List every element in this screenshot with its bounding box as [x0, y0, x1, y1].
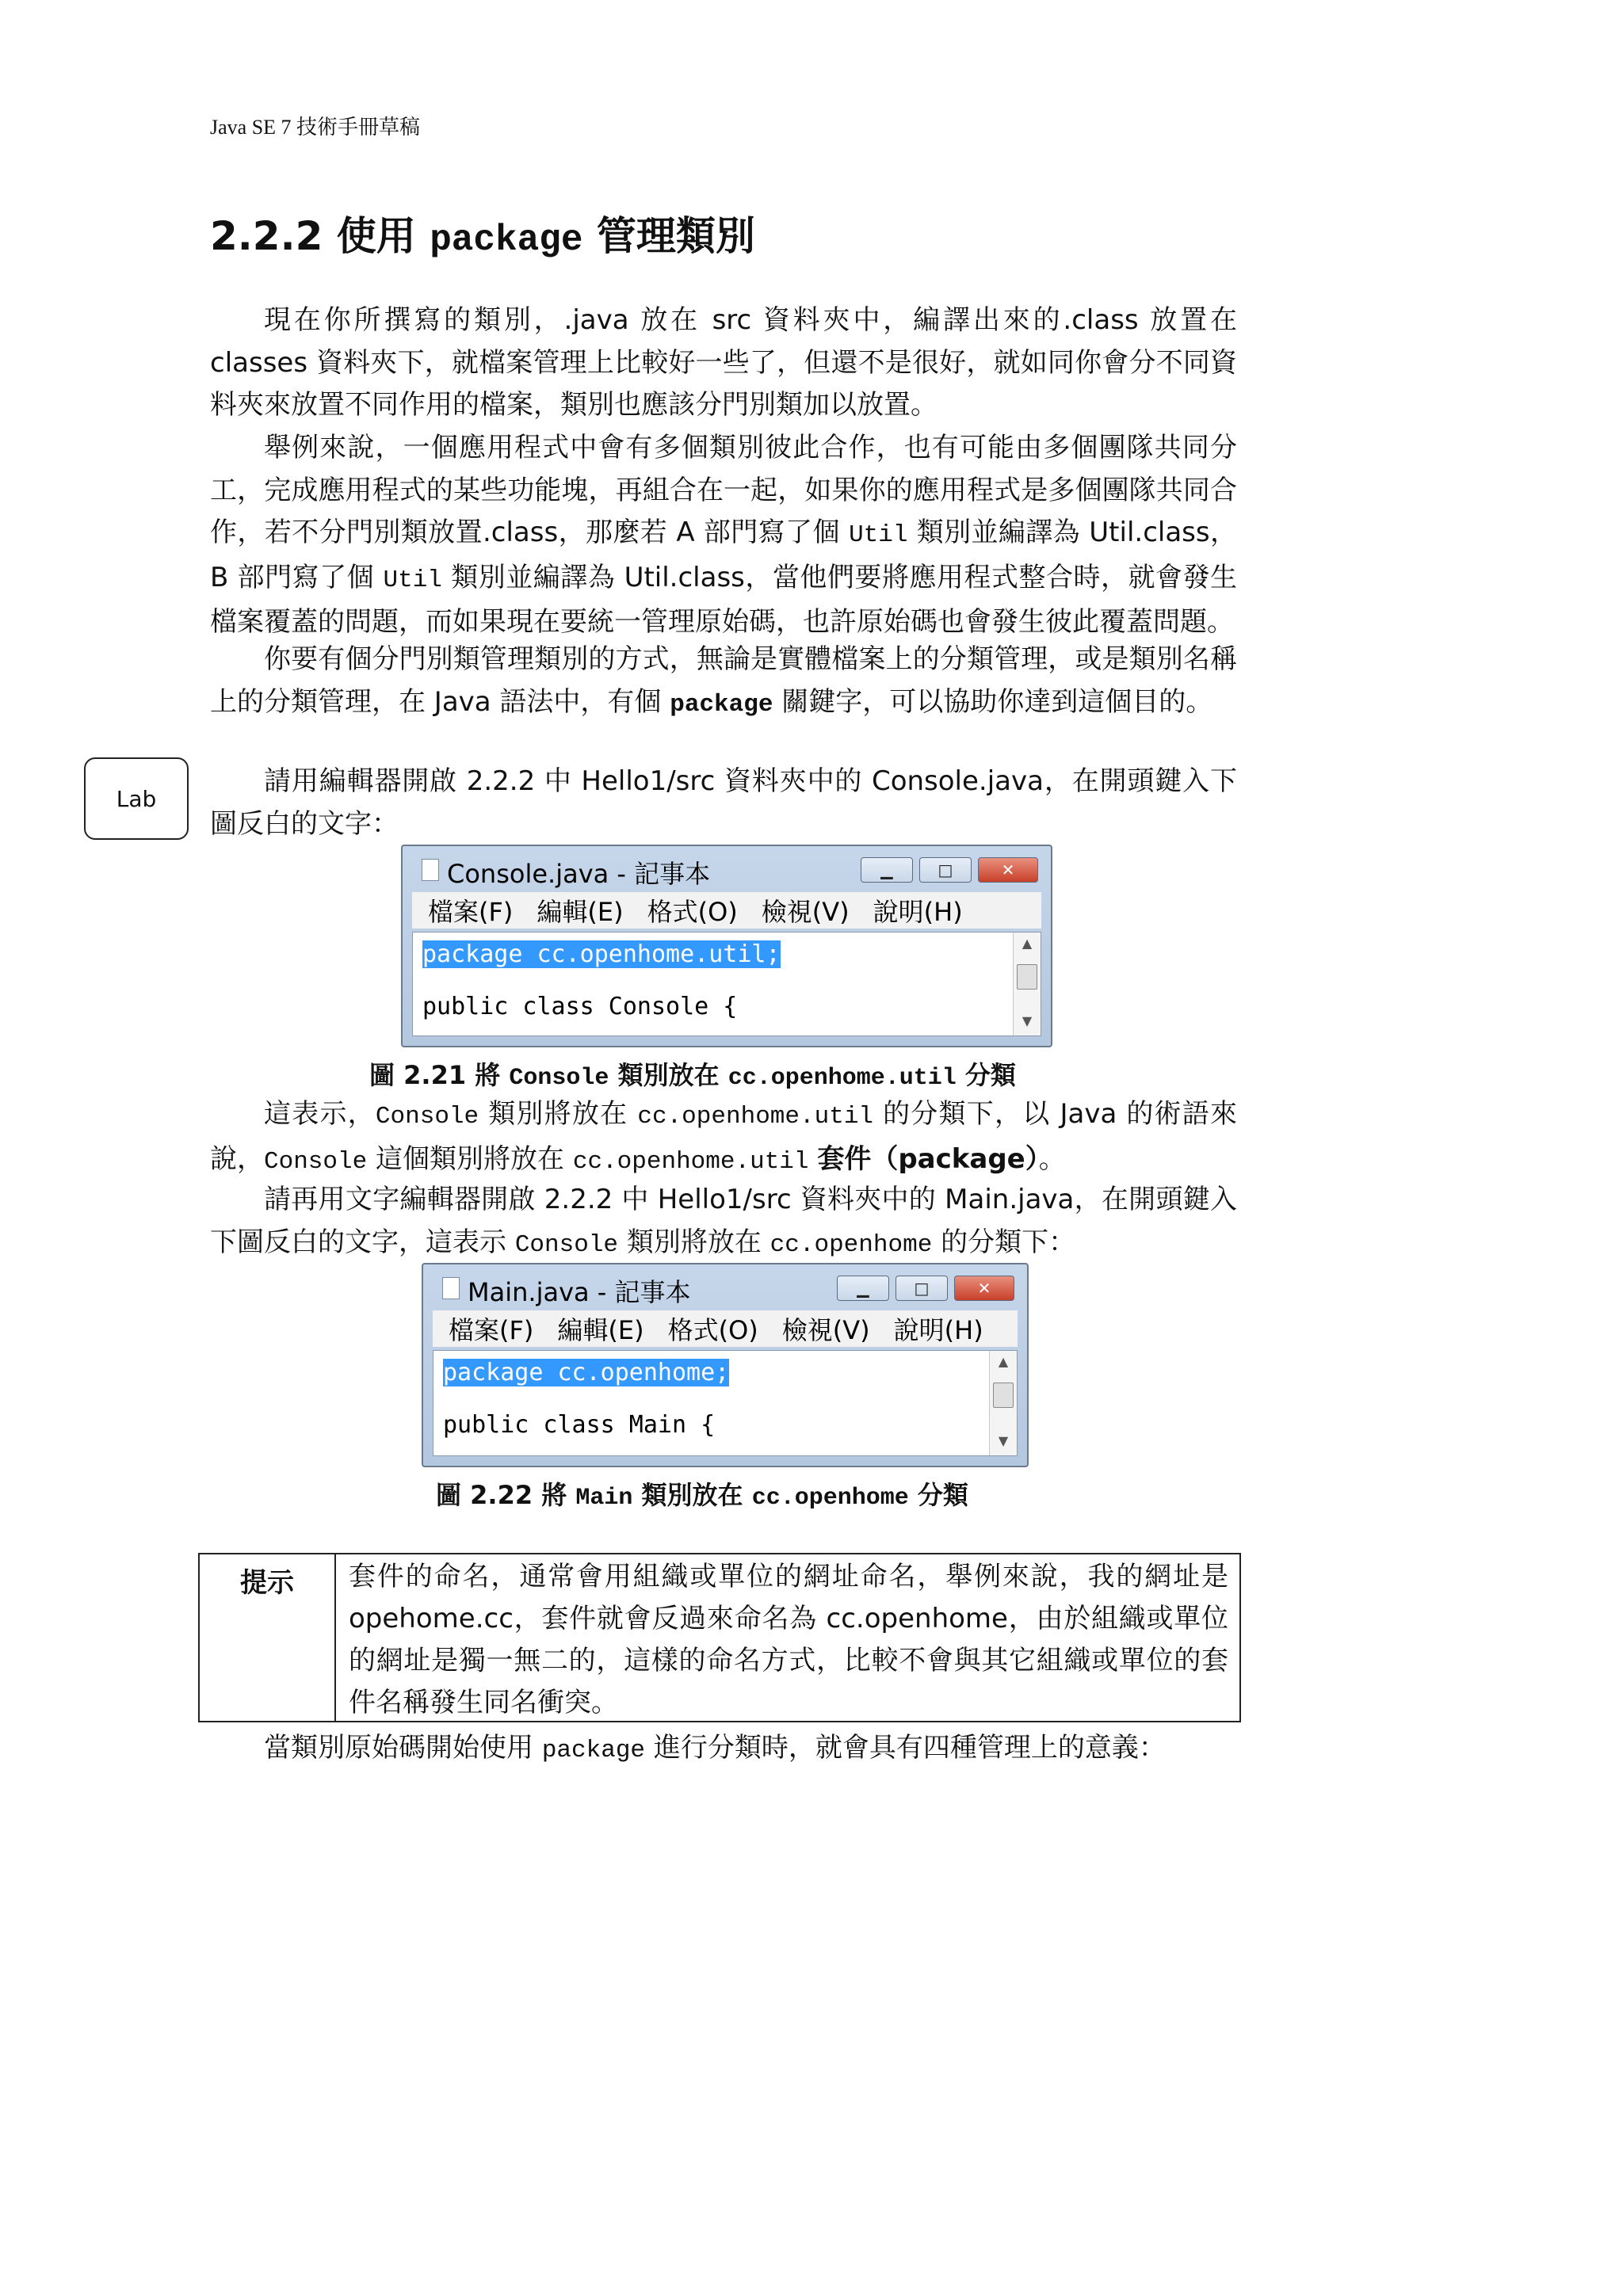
- code-line-selected: package cc.openhome;: [443, 1359, 730, 1386]
- paragraph-lab-main: 請再用文字編輯器開啟 2.2.2 中 Hello1/src 資料夾中的 Main.java，在開頭鍵入下圖反白的文字，這表示 Console 類別將放在 cc.openhome 的分類下：: [210, 1184, 1237, 1259]
- paragraph-intro: 現在你所撰寫的類別，.java 放在 src 資料夾中，編譯出來的.class 放置在 classes 資料夾下，就檔案管理上比較好一些了，但還不是很好，就如同你會分不同資料夾來放置不同作用的檔案，類別也應該分門別類加以放置。: [210, 304, 1237, 421]
- menu-help[interactable]: 說明(H): [893, 1315, 983, 1345]
- section-heading: 2.2.2 使用 package 管理類別: [210, 213, 755, 261]
- tip-label: 提示: [200, 1554, 336, 1721]
- tip-box: [198, 1553, 1241, 1722]
- notepad-icon: [442, 1277, 460, 1299]
- window-title: Main.java - 記事本: [468, 1277, 691, 1307]
- code-line-selected: package cc.openhome.util;: [422, 940, 781, 968]
- scroll-up-icon[interactable]: ▲: [998, 1354, 1009, 1369]
- scroll-down-icon[interactable]: ▼: [1022, 1013, 1033, 1028]
- notepad-icon: [422, 859, 439, 881]
- minimize-button[interactable]: ▁: [837, 1276, 889, 1301]
- menu-bar: [412, 892, 1041, 929]
- title-bar: [403, 846, 1051, 891]
- menu-view[interactable]: 檢視(V): [781, 1315, 870, 1345]
- scrollbar-thumb[interactable]: [993, 1383, 1014, 1408]
- scroll-down-icon[interactable]: ▼: [998, 1433, 1009, 1448]
- paragraph-example: 舉例來說，一個應用程式中會有多個類別彼此合作，也有可能由多個團隊共同分工，完成應用程式的某些功能塊，再組合在一起，如果你的應用程式是多個團隊共同合作，若不分門別類放置.class，那麼若 A 部門寫了個 Util 類別並編譯為 Util.class，B 部門寫了個 Util 類別並編譯為 Util.class，當他們要將應用程式整合時，就會發生檔案覆蓋的問題，而如果現在要統一管理原始碼，也許原始碼也會發生彼此覆蓋問題。: [210, 432, 1238, 638]
- menu-view[interactable]: 檢視(V): [761, 897, 850, 927]
- notepad-window-console: [401, 845, 1052, 1047]
- tip-text: 套件的命名，通常會用組織或單位的網址命名，舉例來說，我的網址是 opehome.cc，套件就會反過來命名為 cc.openhome，由於組織或單位的網址是獨一無二的，這樣的命名方式，比較不會與其它組織或單位的套件名稱發生同名衝突。: [349, 1561, 1228, 1718]
- title-bar: [423, 1264, 1027, 1309]
- notepad-window-main: [422, 1263, 1029, 1467]
- menu-bar: [433, 1310, 1018, 1347]
- code-line-2: public class Console {: [422, 993, 738, 1020]
- vertical-scrollbar[interactable]: [1013, 933, 1041, 1035]
- code-line-2: public class Main {: [443, 1411, 716, 1439]
- page-header: Java SE 7 技術手冊草稿: [210, 116, 421, 139]
- minimize-button[interactable]: ▁: [861, 857, 913, 883]
- figure-caption-2-21: 圖 2.21 將 Console 類別放在 cc.openhome.util 分類: [369, 1060, 1016, 1092]
- paragraph-four-meanings: 當類別原始碼開始使用 package 進行分類時，就會具有四種管理上的意義：: [264, 1732, 1166, 1764]
- vertical-scrollbar[interactable]: [989, 1351, 1017, 1455]
- maximize-button[interactable]: □: [919, 857, 972, 883]
- paragraph-console-package: 這表示，Console 類別將放在 cc.openhome.util 的分類下，以 Java 的術語來說，Console 這個類別將放在 cc.openhome.util 套件（package）。: [210, 1098, 1238, 1176]
- close-button[interactable]: ✕: [954, 1276, 1014, 1301]
- maximize-button[interactable]: □: [896, 1276, 948, 1301]
- text-editor-area[interactable]: [412, 932, 1041, 1036]
- menu-file[interactable]: 檔案(F): [449, 1315, 534, 1345]
- menu-format[interactable]: 格式(O): [667, 1315, 758, 1345]
- menu-edit[interactable]: 編輯(E): [557, 1315, 644, 1345]
- text-editor-area[interactable]: [433, 1350, 1018, 1456]
- figure-caption-2-22: 圖 2.22 將 Main 類別放在 cc.openhome 分類: [436, 1480, 968, 1512]
- menu-edit[interactable]: 編輯(E): [537, 897, 624, 927]
- scroll-up-icon[interactable]: ▲: [1022, 936, 1033, 951]
- menu-help[interactable]: 說明(H): [873, 897, 963, 927]
- menu-file[interactable]: 檔案(F): [428, 897, 514, 927]
- lab-badge: Lab: [84, 757, 189, 840]
- paragraph-lab-console: 請用編輯器開啟 2.2.2 中 Hello1/src 資料夾中的 Console.java，在開頭鍵入下圖反白的文字：: [210, 765, 1237, 840]
- menu-format[interactable]: 格式(O): [647, 897, 738, 927]
- close-button[interactable]: ✕: [978, 857, 1038, 883]
- window-title: Console.java - 記事本: [447, 859, 711, 889]
- paragraph-package-keyword: 你要有個分門別類管理類別的方式，無論是實體檔案上的分類管理，或是類別名稱上的分類管理，在 Java 語法中，有個 package 關鍵字，可以協助你達到這個目的。: [210, 643, 1237, 719]
- scrollbar-thumb[interactable]: [1017, 964, 1037, 990]
